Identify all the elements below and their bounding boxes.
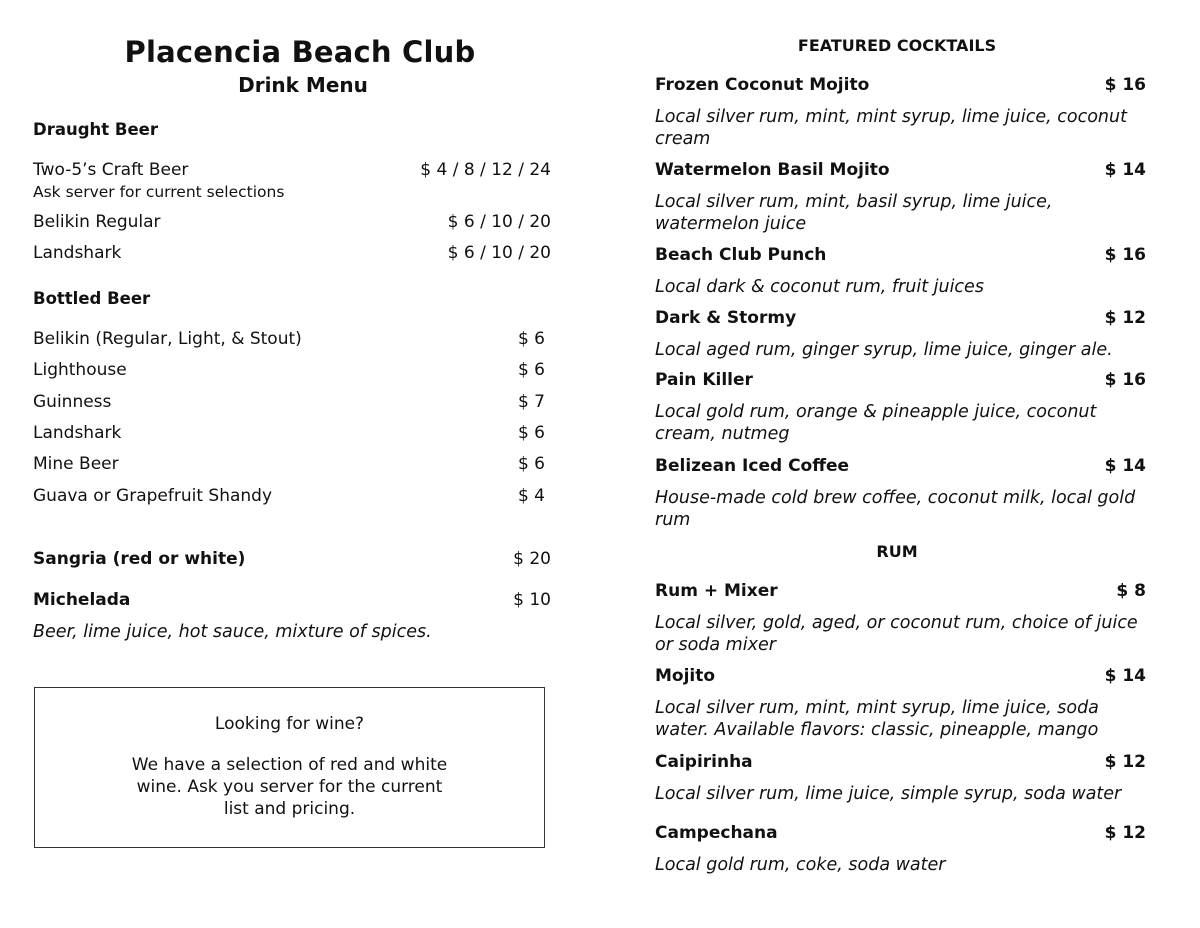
bottled-item-price: $ 4 (517, 486, 545, 506)
bottled-item-price: $ 6 (517, 454, 545, 474)
cocktail-description: Local silver rum, mint, basil syrup, lime juice, watermelon juice (655, 192, 1053, 234)
rum-item-price: $ 14 (1104, 666, 1146, 686)
michelada-description: Beer, lime juice, hot sauce, mixture of spices. (33, 622, 432, 642)
rum-item-price: $ 8 (1116, 581, 1146, 601)
draught-item-note: Ask server for current selections (33, 183, 285, 201)
rum-item-name: Mojito (655, 666, 716, 686)
cocktail-price: $ 16 (1104, 370, 1146, 390)
bottled-item-name: Guinness (33, 392, 112, 412)
sangria-name: Sangria (red or white) (33, 549, 246, 569)
featured-cocktails-heading: FEATURED COCKTAILS (797, 36, 997, 55)
rum-item-description: Local silver, gold, aged, or coconut rum, choice of juice or soda mixer (655, 613, 1138, 655)
wine-question: Looking for wine? (214, 714, 365, 734)
cocktail-price: $ 14 (1104, 456, 1146, 476)
wine-notice-box (34, 687, 545, 848)
sangria-price: $ 20 (513, 549, 551, 569)
bottled-item-price: $ 6 (517, 423, 545, 443)
cocktail-price: $ 16 (1104, 75, 1146, 95)
menu-subtitle: Drink Menu (238, 73, 368, 97)
bottled-item-price: $ 7 (517, 392, 545, 412)
draught-item-name: Two-5’s Craft Beer (33, 160, 189, 180)
bottled-item-name: Mine Beer (33, 454, 119, 474)
rum-heading: RUM (876, 542, 918, 561)
rum-item-price: $ 12 (1104, 823, 1146, 843)
cocktail-description: Local aged rum, ginger syrup, lime juice, ginger ale. (655, 340, 1113, 360)
draught-item-price: $ 6 / 10 / 20 (447, 243, 551, 263)
wine-answer: We have a selection of red and white wine. Ask you server for the current list and pricing. (131, 755, 448, 819)
cocktail-name: Belizean Iced Coffee (655, 456, 850, 476)
bottled-item-price: $ 6 (517, 360, 545, 380)
michelada-name: Michelada (33, 590, 131, 610)
menu-title: Placencia Beach Club (124, 35, 476, 69)
cocktail-name: Beach Club Punch (655, 245, 827, 265)
draught-item-name: Belikin Regular (33, 212, 161, 232)
cocktail-description: Local dark & coconut rum, fruit juices (655, 277, 984, 297)
rum-item-description: Local silver rum, lime juice, simple syrup, soda water (655, 784, 1122, 804)
rum-item-price: $ 12 (1104, 752, 1146, 772)
cocktail-name: Watermelon Basil Mojito (655, 160, 890, 180)
rum-item-description: Local gold rum, coke, soda water (655, 855, 946, 875)
cocktail-price: $ 12 (1104, 308, 1146, 328)
draught-item-price: $ 6 / 10 / 20 (447, 212, 551, 232)
cocktail-description: Local gold rum, orange & pineapple juice, coconut cream, nutmeg (655, 402, 1097, 444)
bottled-item-name: Landshark (33, 423, 122, 443)
michelada-price: $ 10 (513, 590, 551, 610)
cocktail-name: Frozen Coconut Mojito (655, 75, 870, 95)
bottled-item-price: $ 6 (517, 329, 545, 349)
cocktail-name: Dark & Stormy (655, 308, 797, 328)
bottled-item-name: Guava or Grapefruit Shandy (33, 486, 273, 506)
cocktail-name: Pain Killer (655, 370, 753, 390)
cocktail-description: House-made cold brew coffee, coconut milk, local gold rum (655, 488, 1136, 530)
rum-item-description: Local silver rum, mint, mint syrup, lime juice, soda water. Available flavors: classic, pineapple, mango (655, 698, 1099, 740)
draught-beer-heading: Draught Beer (33, 120, 158, 139)
cocktail-price: $ 16 (1104, 245, 1146, 265)
rum-item-name: Campechana (655, 823, 778, 843)
bottled-item-name: Lighthouse (33, 360, 127, 380)
draught-item-name: Landshark (33, 243, 122, 263)
bottled-item-name: Belikin (Regular, Light, & Stout) (33, 329, 302, 349)
rum-item-name: Caipirinha (655, 752, 753, 772)
rum-item-name: Rum + Mixer (655, 581, 778, 601)
cocktail-description: Local silver rum, mint, mint syrup, lime juice, coconut cream (655, 107, 1127, 149)
cocktail-price: $ 14 (1104, 160, 1146, 180)
draught-item-price: $ 4 / 8 / 12 / 24 (420, 160, 551, 180)
bottled-beer-heading: Bottled Beer (33, 289, 151, 308)
